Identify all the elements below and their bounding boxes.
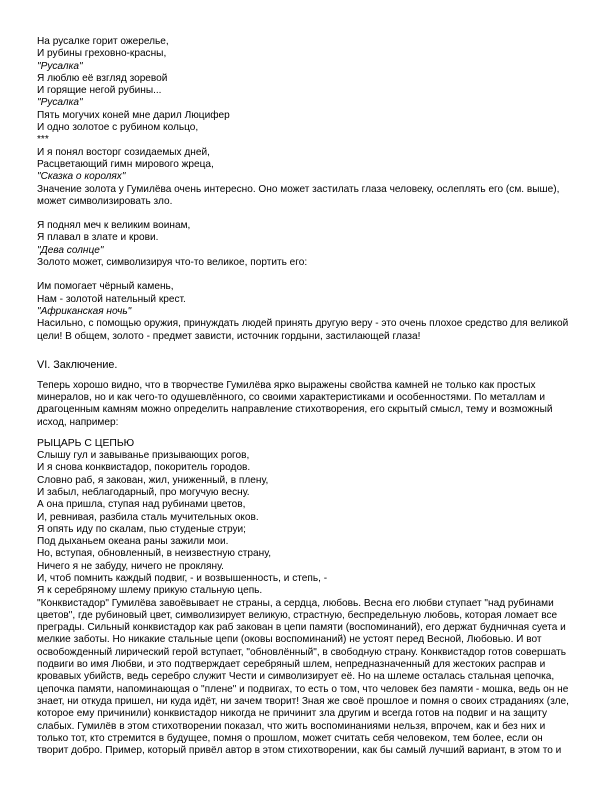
paragraph-spacer: [37, 429, 577, 437]
paragraph-spacer: [37, 208, 577, 220]
text-line: цели! В общем, золото - предмет зависти, источник гордыни, застилающей глаза!: [37, 330, 421, 342]
text-line: может символизировать зло.: [37, 195, 173, 207]
text-line: слабых. Гумилёв в этом стихотворении показал, что жить воспоминаниями нельзя, впрочем, как и без них и: [37, 720, 546, 732]
text-line: минералов, но и как чего-то одушевлённого, со своими характеристиками и особенностями. По металлам и: [37, 392, 545, 404]
poem-source-title: "Африканская ночь": [37, 305, 132, 317]
text-line: творит добро. Пример, который привёл автор в этом стихотворении, как бы самый лучший вариант, в этом то и: [37, 745, 562, 757]
text-line: знает, ни откуда пришел, ни куда идёт, ни зачем творит! Зная же своё прошлое и помня о своих страданиях (зле,: [37, 695, 569, 707]
text-line: Нам - золотой нательный крест.: [37, 293, 186, 305]
text-line: Насильно, с помощью оружия, принуждать людей принять другую веру - это очень плохое средство для великой: [37, 318, 569, 330]
text-line: И, ревнивая, разбила сталь мучительных оков.: [37, 511, 259, 523]
text-line: И горящие негой рубины...: [37, 85, 162, 97]
paragraph-spacer: [37, 343, 577, 355]
text-block: [37, 220, 577, 269]
text-line: Золото может, символизируя что-то великое, портить его:: [37, 257, 308, 269]
poem-source-title: "Русалка": [37, 60, 83, 72]
text-block: [37, 36, 577, 208]
text-block: [37, 450, 577, 757]
text-line: освобожденный лирический герой вступает, "обновлённый", в свободную страну. Конквистадор готов совершать: [37, 646, 567, 658]
text-line: которое ему причинили) конквистадор никогда не причинит зла другим и всегда готов на подвиг и на защиту: [37, 708, 548, 720]
poem-title: РЫЦАРЬ С ЦЕПЬЮ: [37, 438, 135, 450]
text-line: И я снова конквистадор, покоритель городов.: [37, 462, 251, 474]
text-line: На русалке горит ожерелье,: [37, 36, 169, 47]
text-line: исход, например:: [37, 416, 119, 428]
text-line: только тот, кто стремится в будущее, помня о прошлом, может считать себя человеком, тем более, если он: [37, 732, 543, 744]
text-line: Словно раб, я закован, жил, униженный, в плену,: [37, 474, 269, 486]
document-page: [37, 36, 577, 757]
text-line: И я понял восторг созидаемых дней,: [37, 146, 210, 158]
text-line: мелкие заботы. Но никакие стальные цепи (оковы воспоминаний) не устоят перед Весной, Любовью. И вот: [37, 634, 542, 646]
text-line: Ничего я не забуду, ничего не прокляну.: [37, 560, 224, 572]
text-line: Но, вступая, обновленный, в неизвестную страну,: [37, 548, 272, 560]
text-line: Под дыханьем океана раны зажили мои.: [37, 536, 229, 548]
text-line: А она пришла, ступая над рубинами цветов,: [37, 499, 246, 511]
text-line: Значение золота у Гумилёва очень интересно. Оно может застилать глаза человеку, ослеплять его (см. выше),: [37, 183, 560, 195]
text-line: ***: [37, 134, 49, 146]
poem-source-title: "Дева солнце": [37, 244, 104, 256]
text-line: Я люблю её взгляд зоревой: [37, 72, 168, 84]
text-line: цветов", где рубиновый цвет, символизирует великую, страстную, беспредельную любовь, которая ломает все: [37, 609, 558, 621]
text-line: Пять могучих коней мне дарил Люцифер: [37, 109, 230, 121]
poem-source-title: "Русалка": [37, 97, 83, 109]
text-line: Расцветающий гимн мирового жреца,: [37, 158, 214, 170]
text-line: Я поднял меч к великим воинам,: [37, 220, 191, 232]
text-line: Им помогает чёрный камень,: [37, 281, 174, 293]
text-line: Теперь хорошо видно, что в творчестве Гумилёва ярко выражены свойства камней не только как простых: [37, 379, 536, 391]
section-heading: VI. Заключение.: [37, 358, 118, 371]
text-line: Я опять иду по скалам, пью студеные струи;: [37, 523, 246, 535]
text-line: И рубины греховно-красны,: [37, 48, 167, 60]
paragraph-spacer: [37, 372, 577, 380]
poem-source-title: "Сказка о королях": [37, 171, 126, 183]
text-line: кровавых убийств, ведь серебро служит Чести и символизирует её. Но на шлеме осталась стальная цепочка,: [37, 671, 555, 683]
text-line: преграды. Сильный конквистадор как раб закован в цепи памяти (воспоминаний), его держат будничная суета и: [37, 622, 566, 634]
paragraph-spacer: [37, 269, 577, 281]
text-line: Я плавал в злате и крови.: [37, 232, 159, 244]
text-line: Слышу гул и завыванье призывающих рогов,: [37, 450, 250, 462]
text-line: подвиги во имя Любви, и это подтверждает серебряный шлем, непредназначенный для жестоких расправ и: [37, 659, 546, 671]
text-line: И, чтоб помнить каждый подвиг, - и возвышенность, и степь, -: [37, 572, 328, 584]
text-line: цепочка памяти, напоминающая о "плене" и подвигах, то есть о том, что человек без памяти - мошка, ведь он не: [37, 683, 569, 695]
text-line: И одно золотое с рубином кольцо,: [37, 122, 199, 134]
text-line: драгоценным камням можно определить направление стихотворения, его скрытый смысл, тему и возможный: [37, 404, 553, 416]
text-block: [37, 380, 577, 429]
text-line: "Конквистадор" Гумилёва завоёвывает не страны, а сердца, любовь. Весна его любви ступает "над рубинами: [37, 597, 554, 609]
text-block: [37, 281, 577, 342]
text-line: И забыл, неблагодарный, про могучую весну.: [37, 486, 250, 498]
text-line: Я к серебряному шлему прикую стальную цепь.: [37, 585, 263, 597]
